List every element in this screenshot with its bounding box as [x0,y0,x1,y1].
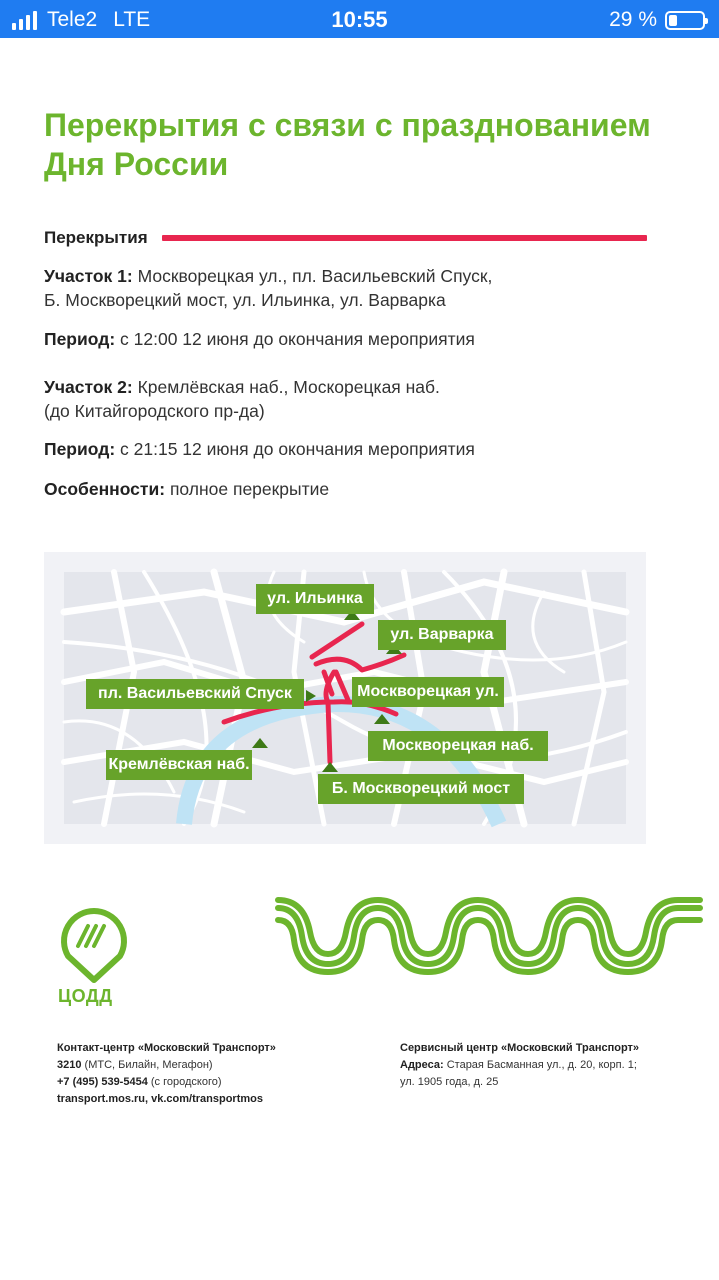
info-block-section-1 [44,264,664,312]
info-label: Особенности: [44,479,166,499]
map-label-moskvoretsky-most: Б. Москворецкий мост [318,774,524,804]
info-text: Кремлёвская наб., Москорецкая наб. [132,377,440,397]
footer-address-2: ул. 1905 года, д. 25 [400,1076,499,1088]
map-label-ilinka: ул. Ильинка [256,584,374,614]
section-header [44,227,647,249]
battery-icon [665,11,705,30]
map-label-kremlevskaya-nab: Кремлёвская наб. [106,750,252,780]
footer-address-1: Старая Басманная ул., д. 20, корп. 1; [443,1059,637,1071]
battery-percent: 29 % [609,8,657,31]
clock: 10:55 [331,7,388,32]
info-block-features [44,477,664,501]
footer-address-label: Адреса: [400,1059,444,1071]
info-label: Участок 1: [44,266,133,286]
title-line-1: Перекрытия с связи с празднованием [44,107,651,143]
status-right [609,8,705,32]
footer-contact-center [57,1040,367,1108]
info-label: Участок 2: [44,377,133,397]
section-label: Перекрытия [44,228,148,247]
codd-logo-text: ЦОДД [58,986,113,1006]
carrier-name: Tele2 [47,8,98,31]
info-text: полное перекрытие [165,479,330,499]
footer-service-center [400,1040,700,1091]
info-label: Период: [44,329,116,349]
footer-contact-title: Контакт-центр «Московский Транспорт» [57,1042,276,1054]
footer-phone-short: 3210 [57,1059,82,1071]
info-text: с 21:15 12 июня до окончания мероприятия [115,439,475,459]
map-label-varvarka: ул. Варварка [378,620,506,650]
info-text: Б. Москворецкий мост, ул. Ильинка, ул. Варварка [44,290,446,310]
footer-service-title: Сервисный центр «Московский Транспорт» [400,1042,640,1054]
footer-phone-long: +7 (495) 539-5454 [57,1076,148,1088]
decorative-wave-pattern [274,896,704,976]
footer-phone-short-note: (МТС, Билайн, Мегафон) [81,1059,213,1071]
footer-phone-long-note: (с городского) [147,1076,222,1088]
info-block-period-1 [44,327,664,351]
info-block-section-2 [44,375,664,423]
info-text: (до Китайгородского пр-да) [44,401,265,421]
closure-map [44,552,646,844]
info-label: Период: [44,439,116,459]
map-label-moskvoretskaya-nab: Москворецкая наб. [368,731,548,761]
footer-web-links[interactable]: transport.mos.ru, vk.com/transportmos [57,1093,263,1105]
network-type: LTE [113,8,151,31]
map-label-vasilevsky-spusk: пл. Васильевский Спуск [86,679,304,709]
info-text: с 12:00 12 июня до окончания мероприятия [115,329,475,349]
status-bar [0,0,719,38]
info-text: Москворецкая ул., пл. Васильевский Спуск, [132,266,493,286]
info-block-period-2 [44,437,664,461]
section-divider [162,235,647,241]
map-label-moskvoretskaya-ul: Москворецкая ул. [352,677,504,707]
title-line-2: Дня России [44,146,229,182]
page-title [44,106,674,184]
